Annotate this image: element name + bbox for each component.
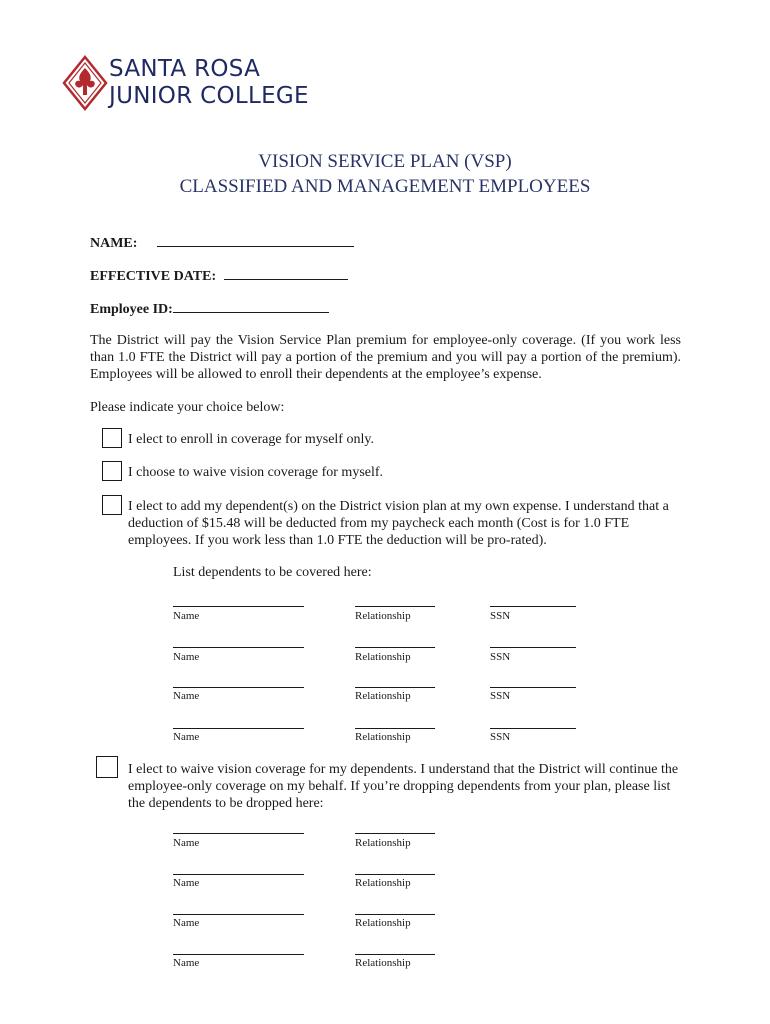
form-title: VISION SERVICE PLAN (VSP) [258,151,512,172]
name-input-line[interactable] [173,874,304,875]
name-caption: Name [173,837,200,849]
enroll-self-label: I elect to enroll in coverage for myself only. [128,432,374,447]
effective-date-input-line[interactable] [224,267,348,280]
college-name-line1: SANTA ROSA [109,56,261,82]
relationship-caption: Relationship [355,877,411,889]
name-caption: Name [173,610,200,622]
name-input-line[interactable] [173,728,304,729]
name-field [90,234,354,251]
name-input-line[interactable] [173,954,304,955]
name-input-line[interactable] [173,687,304,688]
name-caption: Name [173,690,200,702]
instruction-text: Please indicate your choice below: [90,400,285,415]
enroll-self-checkbox[interactable] [102,428,122,448]
college-seal-icon [62,55,108,111]
name-caption: Name [173,917,200,929]
ssn-caption: SSN [490,731,511,743]
dependents-covered-heading: List dependents to be covered here: [173,565,372,580]
ssn-input-line[interactable] [490,728,576,729]
relationship-input-line[interactable] [355,874,435,875]
college-name-line2: JUNIOR COLLEGE [109,83,309,109]
waive-self-checkbox[interactable] [102,461,122,481]
relationship-caption: Relationship [355,731,411,743]
relationship-input-line[interactable] [355,914,435,915]
waive-self-label: I choose to waive vision coverage for myself. [128,465,384,480]
ssn-input-line[interactable] [490,606,576,607]
relationship-caption: Relationship [355,837,411,849]
name-input-line[interactable] [157,234,354,247]
name-caption: Name [173,651,200,663]
relationship-caption: Relationship [355,610,411,622]
relationship-caption: Relationship [355,690,411,702]
relationship-input-line[interactable] [355,606,435,607]
name-input-line[interactable] [173,647,304,648]
intro-paragraph: The District will pay the Vision Service Plan premium for employee-only coverage. (If you work less than 1.0 FTE the District will pay a portion of the premium and you will pay a portion of the premium). Employees will be allowed to enroll their dependents at the employee’s expense. [90,333,681,382]
relationship-caption: Relationship [355,651,411,663]
add-dependents-checkbox[interactable] [102,495,122,515]
add-dependents-label: I elect to add my dependent(s) on the District vision plan at my own expense. I understand that a deduction of $15.48 will be deducted from my paycheck each month (Cost is for 1.0 FTE employees. If you work less than 1.0 FTE the deduction will be pro-rated). [128,499,669,548]
relationship-caption: Relationship [355,957,411,969]
relationship-caption: Relationship [355,917,411,929]
employee-id-field [90,300,329,317]
name-caption: Name [173,877,200,889]
name-input-line[interactable] [173,833,304,834]
waive-dependents-label: I elect to waive vision coverage for my dependents. I understand that the District will continue the employee-only coverage on my behalf. If you’re dropping dependents from your plan, please list the dependents to be dropped here: [128,762,679,811]
effective-date-label: EFFECTIVE DATE: [90,269,217,284]
employee-id-input-line[interactable] [173,300,329,313]
ssn-input-line[interactable] [490,687,576,688]
name-input-line[interactable] [173,914,304,915]
name-caption: Name [173,731,200,743]
name-label: NAME: [90,236,138,251]
relationship-input-line[interactable] [355,833,435,834]
ssn-caption: SSN [490,690,511,702]
employee-id-label: Employee ID: [90,302,173,317]
effective-date-field [90,267,348,284]
name-input-line[interactable] [173,606,304,607]
ssn-input-line[interactable] [490,647,576,648]
form-subtitle: CLASSIFIED AND MANAGEMENT EMPLOYEES [179,176,591,197]
relationship-input-line[interactable] [355,687,435,688]
relationship-input-line[interactable] [355,728,435,729]
ssn-caption: SSN [490,651,511,663]
relationship-input-line[interactable] [355,647,435,648]
waive-dependents-checkbox[interactable] [96,756,118,778]
name-caption: Name [173,957,200,969]
relationship-input-line[interactable] [355,954,435,955]
ssn-caption: SSN [490,610,511,622]
